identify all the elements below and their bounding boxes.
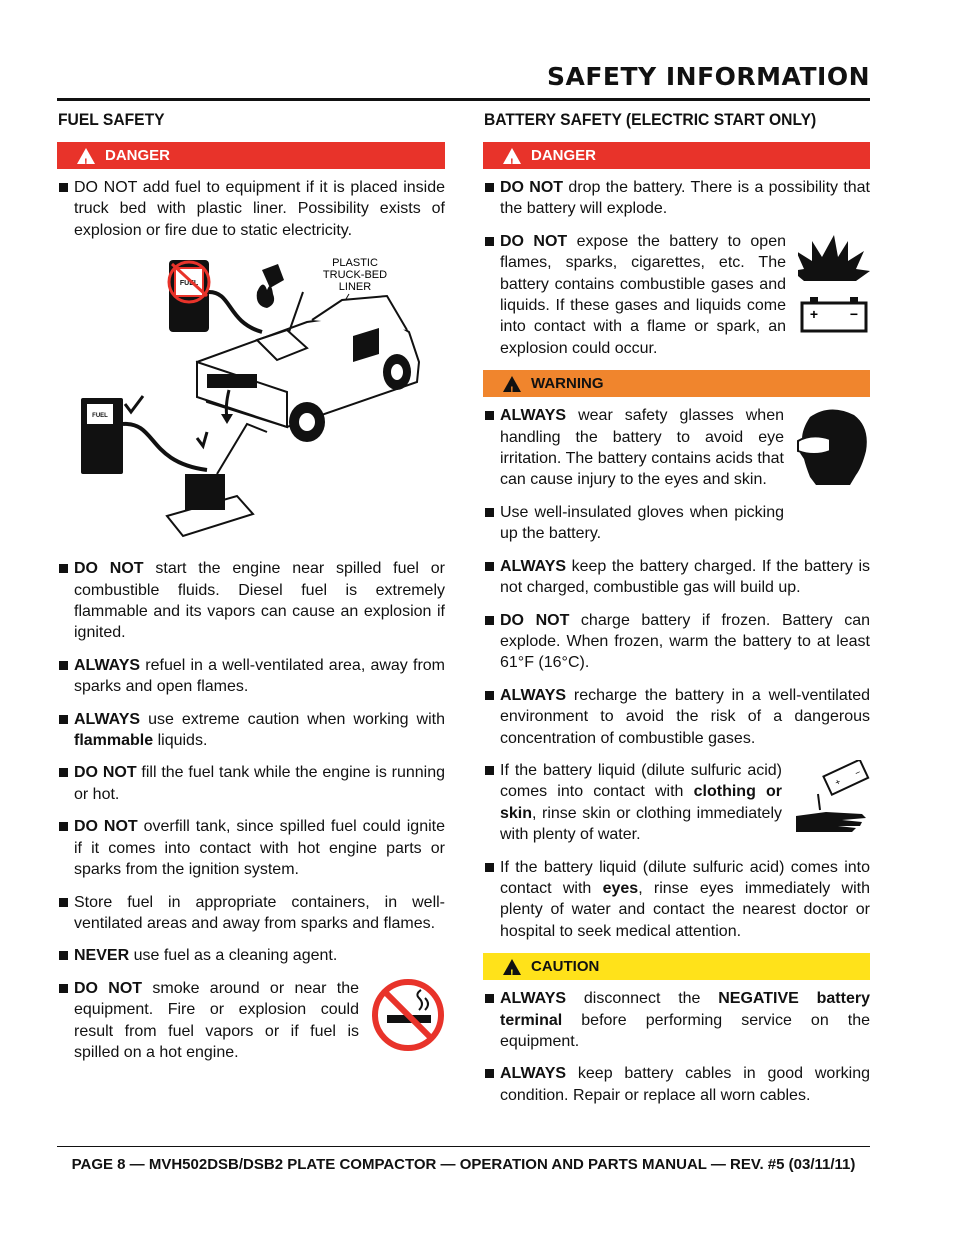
acid-hand-icon	[794, 760, 870, 836]
liner-label-3: LINER	[338, 281, 372, 294]
fuel-item-3: ALWAYS use extreme caution when working with flammable liquids.	[57, 709, 445, 752]
smoking-item-row	[57, 978, 445, 1075]
disconnect-negative-item: ALWAYS disconnect the NEGATIVE battery terminal before performing service on the equipment.	[483, 988, 870, 1052]
pump-label-top: FUEL	[179, 280, 199, 288]
title-rule	[57, 98, 870, 101]
fuel-item-4: DO NOT fill the fuel tank while the engine is running or hot.	[57, 762, 445, 805]
safety-glasses-icon	[796, 405, 870, 485]
warning-triangle-icon: !	[503, 376, 521, 392]
fuel-item-1: DO NOT start the engine near spilled fuel or combustible fluids. Diesel fuel is extremely flammable and its vapors can cause an explosion if ignited.	[57, 558, 445, 644]
glasses-item-row	[483, 405, 870, 555]
footer-rule	[57, 1146, 870, 1147]
warning-triangle-icon: !	[503, 959, 521, 975]
truck-refuel-illustration	[57, 252, 445, 548]
smoking-item: DO NOT smoke around or near the equipment. Fire or explosion could result from fuel vapors or if fuel is spilled on a hot engine.	[57, 978, 359, 1064]
acid-skin-item: If the battery liquid (dilute sulfuric acid) comes into contact with clothing or skin, rinse skin or clothing immediately with plenty of water.	[483, 760, 782, 846]
no-smoking-icon	[371, 978, 445, 1052]
pump-label-bottom: FUEL	[92, 413, 108, 420]
caution-banner: ! CAUTION	[483, 953, 870, 980]
acid-eyes-item: If the battery liquid (dilute sulfuric acid) comes into contact with eyes, rinse eyes immediately with plenty of water and contact the nearest doctor or hospital to seek medical attention.	[483, 857, 870, 943]
skin-item-row	[483, 760, 870, 857]
battery-minus-symbol: −	[849, 305, 859, 322]
battery-plus-symbol: +	[809, 305, 819, 322]
battery-drop-item: DO NOT drop the battery. There is a possibility that the battery will explode.	[483, 177, 870, 220]
fuel-safety-column	[57, 108, 445, 1074]
truck-illustration-svg	[57, 252, 445, 548]
warning-banner: ! WARNING	[483, 370, 870, 397]
flame-item-row	[483, 231, 870, 370]
warning-triangle-icon: !	[77, 148, 95, 164]
battery-explosion-icon	[798, 231, 870, 337]
danger-banner: ! DANGER	[57, 142, 445, 169]
page-title: SAFETY INFORMATION	[547, 62, 870, 91]
fuel-items	[57, 558, 445, 967]
keep-charged-item: ALWAYS keep the battery charged. If the battery is not charged, combustible gas will build up.	[483, 556, 870, 599]
frozen-battery-item: DO NOT charge battery if frozen. Battery can explode. When frozen, warm the battery to at least 61°F (16°C).	[483, 610, 870, 674]
battery-danger-banner: ! DANGER	[483, 142, 870, 169]
fuel-intro-item: DO NOT add fuel to equipment if it is placed inside truck bed with plastic liner. Possibility exists of explosion or fire due to static electricity.	[57, 177, 445, 241]
battery-cables-item: ALWAYS keep battery cables in good working condition. Repair or replace all worn cables.	[483, 1063, 870, 1106]
fuel-item-5: DO NOT overfill tank, since spilled fuel could ignite if it comes into contact with hot engine parts or sparks from the ignition system.	[57, 816, 445, 880]
svg-text:−: −	[853, 767, 863, 779]
fuel-item-7: NEVER use fuel as a cleaning agent.	[57, 945, 445, 966]
safety-glasses-item: ALWAYS wear safety glasses when handling the battery to avoid eye irritation. The battery contains acids that can cause injury to the eyes and skin.	[483, 405, 784, 491]
liner-label-2: TRUCK-BED	[322, 269, 388, 282]
recharge-ventilated-item: ALWAYS recharge the battery in a well-ventilated environment to avoid the risk of a dangerous concentration of combustible gases.	[483, 685, 870, 749]
fuel-safety-heading: FUEL SAFETY	[58, 110, 165, 129]
liner-label-1: PLASTIC	[332, 257, 378, 270]
svg-text:+: +	[833, 776, 843, 788]
battery-flame-item: DO NOT expose the battery to open flames, sparks, cigarettes, etc. The battery contains combustible gases and liquids. If these gases and liquids come into contact with a flame or spark, an explosion could occur.	[483, 231, 786, 359]
page-footer: PAGE 8 — MVH502DSB/DSB2 PLATE COMPACTOR — OPERATION AND PARTS MANUAL — REV. #5 (03/11/11)	[71, 1156, 856, 1173]
gloves-item: Use well-insulated gloves when picking up the battery.	[483, 502, 784, 545]
fuel-item-6: Store fuel in appropriate containers, in well-ventilated areas and away from sparks and flames.	[57, 892, 445, 935]
battery-safety-heading: BATTERY SAFETY (ELECTRIC START ONLY)	[484, 110, 817, 129]
battery-safety-column	[483, 108, 870, 1117]
warning-triangle-icon: !	[503, 148, 521, 164]
fuel-item-2: ALWAYS refuel in a well-ventilated area, away from sparks and open flames.	[57, 655, 445, 698]
